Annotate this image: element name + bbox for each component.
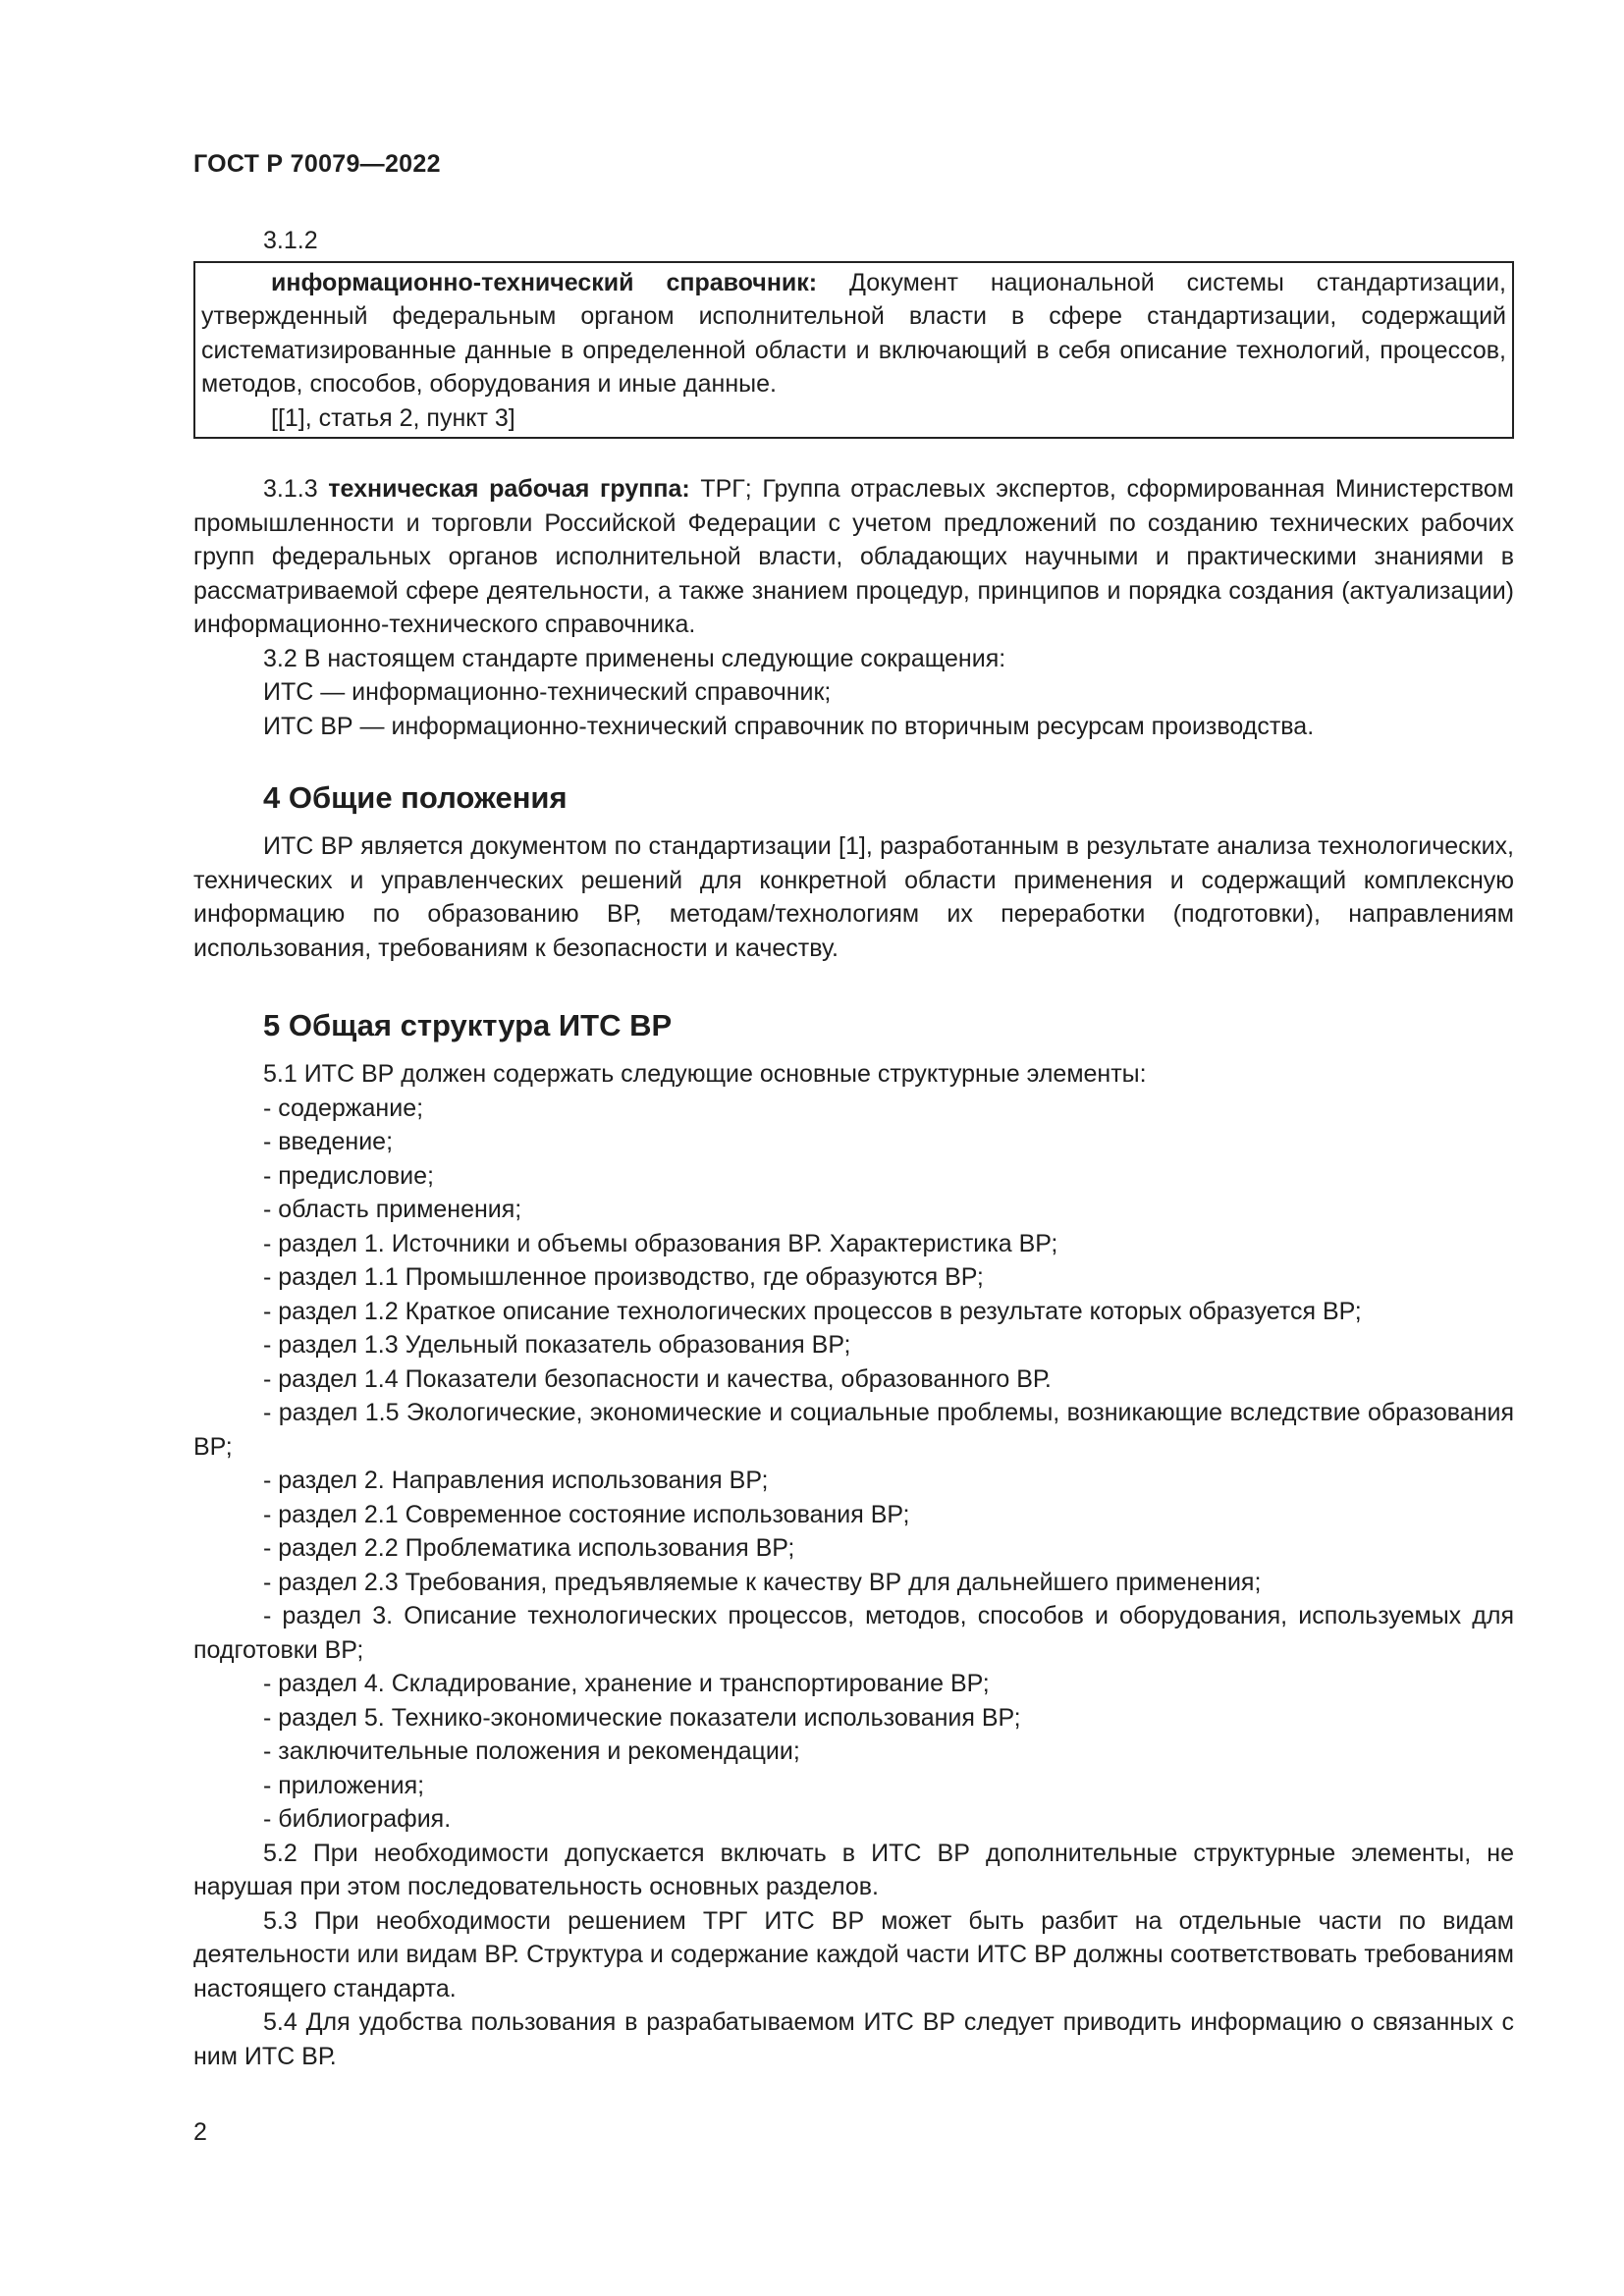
section-heading-5: 5 Общая структура ИТС ВР [263, 1008, 673, 1042]
abbreviation-item: ИТС — информационно-технический справочник; [263, 678, 832, 706]
list-item: - раздел 1.3 Удельный показатель образования ВР; [263, 1331, 851, 1359]
term-313-name: техническая рабочая группа: [328, 475, 690, 503]
term-313-definition: ТРГ; Группа отраслевых экспертов, сформированная Министерством промышленности и торговли Российской Федерации с учетом предложений по созданию технических рабочих групп федеральных органов исполнительной власти, обладающих научными и практическими знаниями в рассматриваемой сфере деятельности, а также знанием процедур, принципов и порядка создания (актуализации) информационно-технического справочника. [193, 475, 1514, 638]
paragraph-5-3: 5.3 При необходимости решением ТРГ ИТС ВР может быть разбит на отдельные части по видам деятельности или видам ВР. Структура и содержание каждой части ИТС ВР должны соответствовать требованиям настоящего стандарта. [193, 1906, 1514, 2002]
list-item: - заключительные положения и рекомендации; [263, 1737, 800, 1765]
term-313 [193, 472, 1514, 642]
term-number: 3.1.2 [263, 227, 318, 254]
list-item: - раздел 2.3 Требования, предъявляемые к качеству ВР для дальнейшего применения; [263, 1568, 1262, 1596]
paragraph-5-2: 5.2 При необходимости допускается включать в ИТС ВР дополнительные структурные элементы, не нарушая при этом последовательность основных разделов. [193, 1839, 1514, 1900]
list-item: - раздел 1.2 Краткое описание технологических процессов в результате которых образуется ВР; [263, 1297, 1362, 1325]
document-code: ГОСТ Р 70079—2022 [193, 150, 441, 178]
abbreviations-intro: 3.2 В настоящем стандарте применены следующие сокращения: [263, 644, 1006, 672]
abbreviation-item: ИТС ВР — информационно-технический справочник по вторичным ресурсам производства. [263, 712, 1315, 740]
list-item: - библиография. [263, 1805, 452, 1833]
list-item: - область применения; [263, 1196, 522, 1223]
list-item: - раздел 3. Описание технологических процессов, методов, способов и оборудования, используемых для подготовки ВР; [193, 1602, 1514, 1664]
list-item: - раздел 1.4 Показатели безопасности и качества, образованного ВР. [263, 1364, 1052, 1393]
section-5-intro: 5.1 ИТС ВР должен содержать следующие основные структурные элементы: [263, 1060, 1147, 1088]
document-body [193, 224, 1514, 2073]
definition-box [193, 261, 1514, 440]
term-definition [201, 266, 1506, 401]
section-heading-4: 4 Общие положения [263, 780, 568, 815]
list-item: - раздел 1.1 Промышленное производство, где образуются ВР; [263, 1263, 984, 1291]
term-313-number: 3.1.3 [263, 475, 329, 503]
list-item: - раздел 4. Складирование, хранение и транспортирование ВР; [263, 1670, 990, 1697]
list-item: - предисловие; [263, 1161, 434, 1190]
list-item: - содержание; [263, 1094, 424, 1122]
list-item: - раздел 2. Направления использования ВР; [263, 1467, 769, 1494]
list-item: - введение; [263, 1128, 394, 1155]
paragraph-5-4: 5.4 Для удобства пользования в разрабатываемом ИТС ВР следует приводить информацию о связанных с ним ИТС ВР. [193, 2008, 1514, 2070]
section-4-text: ИТС ВР является документом по стандартизации [1], разработанным в результате анализа технологических, технических и управленческих решений для конкретной области применения и содержащий комплексную информацию по образованию ВР, методам/технологиям их переработки (подготовки), направлениям использования, требованиям к безопасности и качеству. [193, 832, 1514, 962]
page-number: 2 [193, 2118, 207, 2146]
term-source: [[1], статья 2, пункт 3] [271, 403, 515, 432]
list-item: - раздел 2.2 Проблематика использования ВР; [263, 1534, 795, 1562]
term-name: информационно-технический справочник: [271, 268, 818, 296]
list-item: - раздел 1. Источники и объемы образования ВР. Характеристика ВР; [263, 1229, 1058, 1257]
list-item: - приложения; [263, 1771, 425, 1799]
list-item: - раздел 2.1 Современное состояние использования ВР; [263, 1500, 910, 1528]
list-item: - раздел 1.5 Экологические, экономические и социальные проблемы, возникающие вследствие образования ВР; [193, 1399, 1514, 1461]
term-definition-text: Документ национальной системы стандартизации, утвержденный федеральным органом исполнительной власти в сфере стандартизации, содержащий систематизированные данные в определенной области и включающий в себя описание технологий, процессов, методов, способов, оборудования и иные данные. [201, 268, 1506, 398]
list-item: - раздел 5. Технико-экономические показатели использования ВР; [263, 1703, 1021, 1732]
